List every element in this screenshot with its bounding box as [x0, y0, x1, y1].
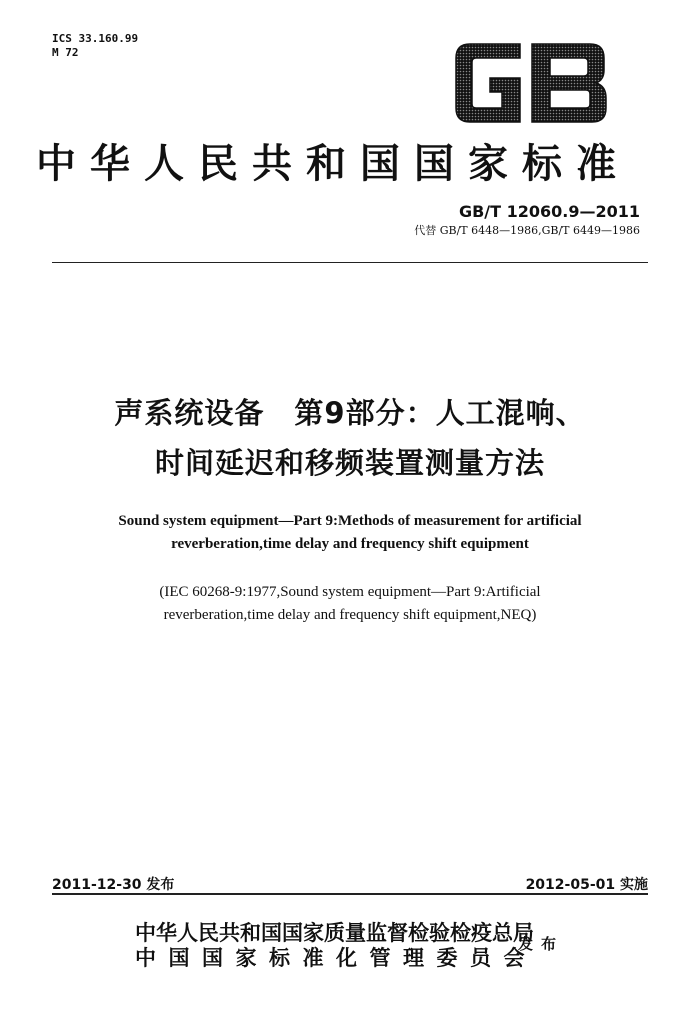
english-title-line-2: reverberation,time delay and frequency shift equipment	[171, 536, 529, 552]
iec-reference	[0, 581, 700, 627]
chinese-title-line-2: 时间延迟和移频装置测量方法	[154, 446, 545, 480]
issuing-authorities	[135, 920, 537, 970]
ccs-code: M 72	[52, 46, 79, 59]
replaces-standards: 代替 GB/T 6448—1986,GB/T 6449—1986	[414, 224, 640, 237]
ics-code: ICS 33.160.99	[52, 32, 139, 45]
issuer-sac: 中国国家标准化管理委员会	[135, 945, 537, 970]
organization-title: 中华人民共和国国家标准	[36, 140, 630, 187]
standard-number: GB/T 12060.9—2011	[458, 202, 640, 221]
implementation-date: 2012-05-01 实施	[525, 877, 648, 893]
english-title	[0, 510, 700, 556]
english-title-line-1: Sound system equipment—Part 9:Methods of measurement for artificial	[118, 513, 582, 529]
gb-national-standard-logo	[450, 40, 610, 126]
publish-label: 发布	[518, 935, 565, 953]
chinese-title-line-1: 声系统设备 第9部分：人工混响、	[114, 396, 586, 430]
chinese-title	[0, 388, 700, 488]
footer-divider	[52, 893, 648, 895]
classification-codes	[52, 32, 138, 60]
issuer-aqsiq: 中华人民共和国国家质量监督检验检疫总局	[135, 920, 534, 945]
iec-reference-line-1: (IEC 60268-9:1977,Sound system equipment—Part 9:Artificial	[159, 584, 541, 600]
iec-reference-line-2: reverberation,time delay and frequency shift equipment,NEQ)	[163, 607, 537, 623]
issue-date: 2011-12-30 发布	[52, 877, 175, 893]
header-divider	[52, 262, 648, 263]
